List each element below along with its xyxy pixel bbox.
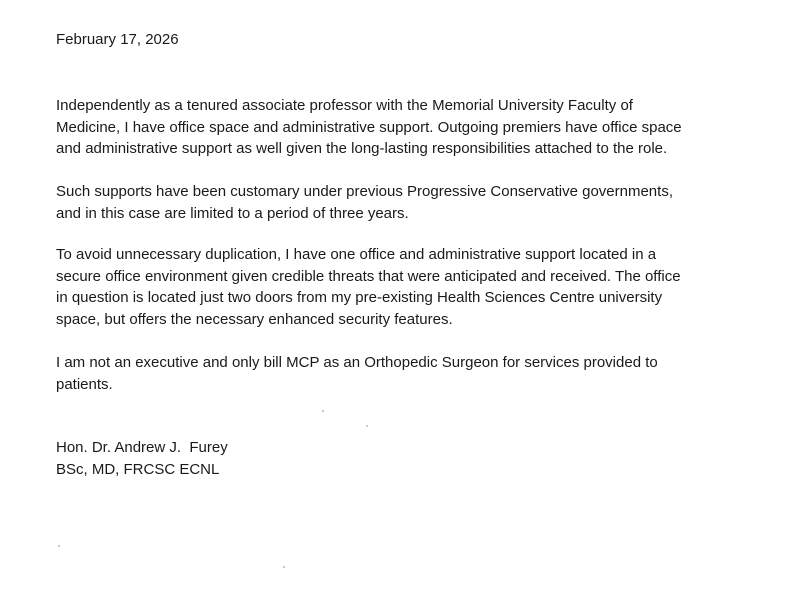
text-line: and in this case are limited to a period of three years. [56, 204, 409, 222]
text-line: in question is located just two doors from my pre-existing Health Sciences Centre university [56, 289, 663, 306]
signature-name: Hon. Dr. Andrew J. Furey [56, 439, 228, 456]
text-line: and administrative support as well given the long-lasting responsibilities attached to the role. [56, 140, 668, 157]
text-line: I am not an executive and only bill MCP as an Orthopedic Surgeon for services provided to [56, 354, 658, 371]
text-line: secure office environment given credible threats that were anticipated and received. The office [56, 267, 681, 285]
text-line: Medicine, I have office space and administrative support. Outgoing premiers have office space [56, 118, 682, 136]
signature-block [56, 437, 228, 480]
text-line: To avoid unnecessary duplication, I have one office and administrative support located in a [56, 246, 657, 263]
text-line: Such supports have been customary under previous Progressive Conservative governments, [56, 183, 673, 200]
letter-date: February 17, 2026 [56, 31, 179, 48]
paragraph-office-support [56, 95, 736, 160]
scan-speck [322, 410, 324, 412]
scan-speck [366, 425, 368, 427]
text-line: patients. [56, 375, 113, 393]
scan-speck [58, 545, 60, 547]
scan-speck [283, 566, 285, 568]
text-line: Independently as a tenured associate professor with the Memorial University Faculty of [56, 97, 633, 114]
paragraph-customary-supports [56, 181, 736, 224]
text-line: space, but offers the necessary enhanced security features. [56, 310, 453, 328]
signature-credentials: BSc, MD, FRCSC ECNL [56, 460, 220, 478]
paragraph-secure-office [56, 244, 736, 330]
paragraph-billing [56, 352, 736, 395]
